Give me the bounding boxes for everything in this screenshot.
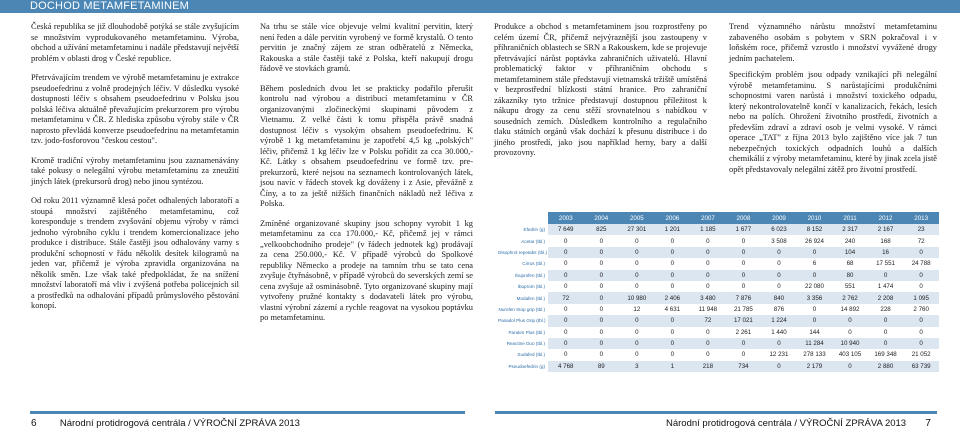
table-cell: 2 261 [726,327,762,338]
table-cell: 0 [619,315,655,326]
year-header: 2004 [584,212,620,224]
table-cell: 4 768 [548,361,584,372]
page-number-left: 6 [31,418,37,429]
table-row [498,304,939,315]
table-cell: 734 [726,361,762,372]
table-cell: 0 [548,270,584,281]
table-cell: 21 052 [903,349,939,360]
table-cell: 0 [832,361,868,372]
year-header: 2009 [761,212,797,224]
table-cell: 0 [619,258,655,269]
table-cell: 0 [797,315,833,326]
table-cell: 6 [797,258,833,269]
table-cell: 0 [797,304,833,315]
table-cell: 825 [584,224,620,235]
table-cell: 0 [761,281,797,292]
table-cell: 0 [655,349,691,360]
table-cell: 1 201 [655,224,691,235]
table-cell: 89 [584,361,620,372]
footer-left [31,418,300,429]
footer-text-left: Národní protidrogová centrála / VÝROČNÍ ZPRÁVA 2013 [59,418,300,429]
year-header: 2008 [726,212,762,224]
table-cell: 0 [797,270,833,281]
table-cell: 2 317 [832,224,868,235]
table-cell: 0 [761,258,797,269]
table-cell: 0 [548,235,584,246]
table-cell: 17 551 [868,258,904,269]
table-cell: 0 [655,338,691,349]
paragraph: Produkce a obchod s metamfetaminem jsou rozprostřeny po celém území ČR, přičemž nejvýraznější jsou zastoupeny v příhraničních oblastech se SRN a Rakouskem, kde se projevuje přetrvávající nárůst poptávka zahraničních uživatelů. Hlavní problematický faktor v příhraničním obchodu s metamfetaminem stále představují vietnamská tržiště umístěná v bezprostřední blízkosti státní hranice. Pro zahraniční zákazníky tyto tržnice představují dostupnou příležitost k nákupu drogy za cenu stěží srovnatelnou s nabídkou v sousedních zemích. Důsledkem kontrolního a regulačního tlaku státních orgánů však dochází k přesunu distribuce i do jiného prostředí, jako jsou například herny, bary a další provozovny. [494,22,707,157]
table-cell: 0 [690,349,726,360]
table-cell: 0 [690,270,726,281]
row-label: Acetar (tbl.) [498,235,548,246]
table-cell: 169 348 [868,349,904,360]
page-number-right: 7 [925,418,931,429]
table-cell: 403 105 [832,349,868,360]
table-cell: 1 095 [903,292,939,303]
table-cell: 0 [619,338,655,349]
row-label: Disophrol repetabs (tbl.) [498,247,548,258]
table-cell: 0 [584,235,620,246]
table-cell: 80 [832,270,868,281]
table-cell: 26 924 [797,235,833,246]
table-cell: 240 [832,235,868,246]
table-cell: 0 [726,281,762,292]
table-row [498,281,939,292]
row-label: Modafen (tbl.) [498,292,548,303]
table-cell: 1 474 [868,281,904,292]
table-cell: 0 [761,270,797,281]
table-cell: 0 [584,270,620,281]
table-cell: 22 080 [797,281,833,292]
paragraph: Kromě tradiční výroby metamfetaminu jsou zaznamenávány také pokusy o nelegální výrobu metamfetaminu za zneužití jiných látek (prekursorů drog) nebo jinou syntézou. [31,155,239,186]
table-cell: 0 [690,338,726,349]
footer-rule-left [30,411,465,414]
table-row [498,327,939,338]
table-cell: 0 [761,338,797,349]
footer-text-right: Národní protidrogová centrála / VÝROČNÍ ZPRÁVA 2013 [666,418,907,429]
table-cell: 2 179 [797,361,833,372]
table-cell: 0 [761,361,797,372]
paragraph: Zmíněné organizované skupiny jsou schopny vyrobit 1 kg metamfetaminu za cca 170.000,- Kč, přičemž jej v rámci „velkoobchodního prodeje" (v řádech jednotek kg) prodávají za cena 250.000,- Kč. V případě výrobců do Spolkové republiky Německo a prodeje na tamním trhu se tato cena zvyšuje čtyřnásobně, v případě výrobců do severských zemí se cena zvyšuje až osminásobně. Tyto organizované skupiny mají vytvořeny pružné kontakty s dodavateli látek pro výrobu, vlastní výrobní zázemí a rychle reagovat na vysokou poptávku po metamfetaminu. [260,218,473,322]
table-cell: 2 208 [868,292,904,303]
table-cell: 0 [548,258,584,269]
table-cell: 1 440 [761,327,797,338]
year-header: 2011 [832,212,868,224]
table-cell: 1 185 [690,224,726,235]
table-cell: 16 [868,247,904,258]
paragraph: Od roku 2011 významně klesá počet odhalených laboratoří a stoupá množství zajištěného metamfetaminu, což koresponduje s trendem zvyšování objemu výroby v rámci jednoho výrobního cyklu i trendem komercionalizace jeho produkce i distribuce. Stále častěji jsou odhalovány varny s produkční schopností v řádu několik desítek kilogramů na jeden var, přičemž je výroba zpravidla organizována na několik směn. Lze však také předpokládat, že na snížení množství laboratoří má vliv i zvýšená potřeba policejních sil a prostředků na odhalování případů průmyslového pěstování konopí. [31,196,239,310]
row-label: Nurofen Stop grip (tbl.) [498,304,548,315]
row-label: Ibuprofen (tbl.) [498,270,548,281]
table-cell: 0 [690,327,726,338]
table-cell: 2 880 [868,361,904,372]
table-cell: 0 [655,270,691,281]
table-cell: 0 [548,247,584,258]
header-corner [498,212,548,224]
table-cell: 0 [726,349,762,360]
table-cell: 551 [832,281,868,292]
table-cell: 0 [903,247,939,258]
table-cell: 0 [868,315,904,326]
table-cell: 0 [726,270,762,281]
table-cell: 218 [690,361,726,372]
table-cell: 0 [868,338,904,349]
table-cell: 0 [903,338,939,349]
table-cell: 72 [903,235,939,246]
table-cell: 278 133 [797,349,833,360]
table-cell: 1 224 [761,315,797,326]
table-cell: 0 [690,247,726,258]
text-column-2 [260,22,473,333]
section-header [0,0,960,13]
table-cell: 0 [584,292,620,303]
table-cell: 0 [655,235,691,246]
table-cell: 17 021 [726,315,762,326]
table-cell: 0 [619,349,655,360]
table-cell: 0 [690,235,726,246]
table-row [498,224,939,235]
table-cell: 72 [548,292,584,303]
table-cell: 4 631 [655,304,691,315]
table-cell: 24 788 [903,258,939,269]
paragraph: Během posledních dvou let se prakticky podařilo přerušit kontrolu nad výrobou a distribucí metamfetaminu v ČR organizovanými zločineckými skupinami původem z Vietnamu. Z velké části k tomu přispěla právě snadná dostupnost léčiv s vysokým obsahem pseudoefedrinu. K výrobě 1 kg metamfetaminu je zapotřebí 4,5 kg „polských" léčiv, přičemž 1 kg léčiv lze v Polsku pořídit za cca 30.000,- Kč. Látky s obsahem pseudoefedrinu ve formě tzv. pre-prekurzorů, které nejsou na seznamech kontrolovaných látek, jsou navíc v řádech stovek kg dováženy i z Asie, převážně z Číny, a to za ještě nižších finančních nákladů než léčiva z Polska. [260,83,473,208]
table-cell: 3 356 [797,292,833,303]
table-cell: 3 480 [690,292,726,303]
table-cell: 876 [761,304,797,315]
table-cell: 2 167 [868,224,904,235]
table-cell: 21 785 [726,304,762,315]
table-cell: 2 760 [903,304,939,315]
table-cell: 6 023 [761,224,797,235]
footer-rule-right [495,411,937,414]
table-cell: 0 [548,315,584,326]
table-cell: 0 [690,281,726,292]
text-column-4 [729,22,937,181]
table-cell: 104 [832,247,868,258]
table-cell: 2 762 [832,292,868,303]
table-cell: 0 [584,349,620,360]
table-cell: 0 [690,258,726,269]
table-cell: 0 [726,258,762,269]
table-cell: 0 [868,270,904,281]
row-label: Panadol Plus Grip (tbl.) [498,315,548,326]
table-cell: 8 152 [797,224,833,235]
table-cell: 0 [655,315,691,326]
table-row [498,361,939,372]
row-label: Efedrin (g) [498,224,548,235]
paragraph: Trend významného nárůstu množství metamfetaminu zabaveného osobám s pobytem v SRN pokračoval i v loňském roce, přičemž vzrostlo i množství vyvážené drogy jedním pachatelem. [729,22,937,63]
table-cell: 2 406 [655,292,691,303]
table-cell: 0 [584,304,620,315]
year-header: 2007 [690,212,726,224]
table-row [498,349,939,360]
row-label: Reactine Duo (tbl.) [498,338,548,349]
table-cell: 0 [761,247,797,258]
table-cell: 0 [903,270,939,281]
table-cell: 7 876 [726,292,762,303]
table-cell: 12 [619,304,655,315]
footer-right [666,418,931,429]
table-row [498,258,939,269]
table-cell: 0 [903,327,939,338]
table-row [498,247,939,258]
table-cell: 3 [619,361,655,372]
year-header: 2005 [619,212,655,224]
table-cell: 0 [655,281,691,292]
paragraph: Specifickým problém jsou odpady vznikající při nelegální výrobě metamfetaminu. S narůstajícími produkčními schopnostmi varen narůstá i množství toxického odpadu, který nekontrolovatelně končí v kanalizacích, řekách, lesích nebo na polích. Ohrožení životního prostředí, životních a především zdraví a zdraví osob je velmi vysoké. V rámci operace „TAT" z října 2013 bylo zajištěno více jak 7 tun nebezpečných toxických odpadních louhů a dalších chemikálií z výroby metamfetaminu, které by jinak zcela jistě opět představovaly nelegální zátěž pro životní prostředí. [729,70,937,174]
table-cell: 1 677 [726,224,762,235]
table-cell: 0 [584,247,620,258]
table-cell: 63 739 [903,361,939,372]
table-cell: 168 [868,235,904,246]
table-cell: 3 508 [761,235,797,246]
table-cell: 14 892 [832,304,868,315]
table-cell: 72 [690,315,726,326]
paragraph: Na trhu se stále více objevuje velmi kvalitní pervitin, který není ředen a dále pervitin vyrobený ve formě krystalů. O tento pervitin je značný zájem ze stran odběratelů z Německa, Rakouska a stále častěji také z Polska, kteří nakupují drogu řádově ve stovkách gramů. [260,22,473,73]
row-label: Ibuprom (tbl.) [498,281,548,292]
table-cell: 0 [548,281,584,292]
table-cell: 0 [655,247,691,258]
table-cell: 7 649 [548,224,584,235]
table-cell: 0 [619,247,655,258]
table-cell: 11 948 [690,304,726,315]
table-cell: 0 [619,327,655,338]
table-cell: 0 [903,315,939,326]
row-label: Paralen Plus (tbl.) [498,327,548,338]
table-cell: 0 [726,247,762,258]
year-header: 2010 [797,212,833,224]
table-cell: 0 [584,338,620,349]
table-cell: 0 [584,327,620,338]
paragraph: Česká republika se již dlouhodobě potýká se stále zvyšujícím se množstvím vyprodukovaného metamfetaminu. Výroba, obchod a užívání metamfetaminu i nadále představují největší problém v oblasti drog v České republice. [31,22,239,63]
table-cell: 0 [868,327,904,338]
text-column-1 [31,22,239,321]
table-cell: 0 [619,281,655,292]
table-cell: 228 [868,304,904,315]
text-column-3 [494,22,707,168]
table-cell: 0 [584,315,620,326]
table-cell: 840 [761,292,797,303]
table-cell: 68 [832,258,868,269]
table-cell: 0 [548,338,584,349]
year-header: 2013 [903,212,939,224]
table-cell: 0 [548,327,584,338]
table-cell: 10 980 [619,292,655,303]
table-cell: 0 [726,338,762,349]
paragraph: Přetrvávajícím trendem ve výrobě metamfetaminu je extrakce pseudoefedrinu z volně prodejných léčiv. V důsledku vysoké dostupnosti léčiv s obsahem pseudoefedrinu v Polsku jsou polská léčiva aktuálně převažujícím prekurzorem pro výrobu metamfetaminu v ČR. Z hlediska způsobu výroby stále v ČR naprosto převládá konverze pseudoefedrinu na metamfetamin tzv. jodo-fosforovou "českou cestou". [31,73,239,145]
row-label: Cirrus (tbl.) [498,258,548,269]
table-cell: 11 284 [797,338,833,349]
table-cell: 0 [619,235,655,246]
table-cell: 0 [584,258,620,269]
year-header: 2006 [655,212,691,224]
table-cell: 0 [832,315,868,326]
table-row [498,235,939,246]
table-cell: 0 [726,235,762,246]
table-cell: 0 [584,281,620,292]
table-cell: 1 [655,361,691,372]
row-label: Sudafed (tbl.) [498,349,548,360]
row-label: Pseudoefedrin (g) [498,361,548,372]
table-row [498,270,939,281]
table-row [498,338,939,349]
seizure-table [498,212,939,372]
table-row [498,292,939,303]
table-cell: 27 301 [619,224,655,235]
table-row [498,315,939,326]
year-header: 2012 [868,212,904,224]
table-cell: 0 [797,247,833,258]
table-cell: 144 [797,327,833,338]
table-cell: 0 [832,327,868,338]
table-cell: 0 [655,327,691,338]
table-cell: 0 [619,270,655,281]
table-cell: 0 [655,258,691,269]
table-cell: 0 [903,281,939,292]
table-cell: 23 [903,224,939,235]
table-cell: 0 [548,349,584,360]
table-cell: 10 940 [832,338,868,349]
table-header-row [498,212,939,224]
table-cell: 0 [548,304,584,315]
section-title: DOCHOD METAMFETAMINEM [30,0,190,12]
year-header: 2003 [548,212,584,224]
table-cell: 12 231 [761,349,797,360]
